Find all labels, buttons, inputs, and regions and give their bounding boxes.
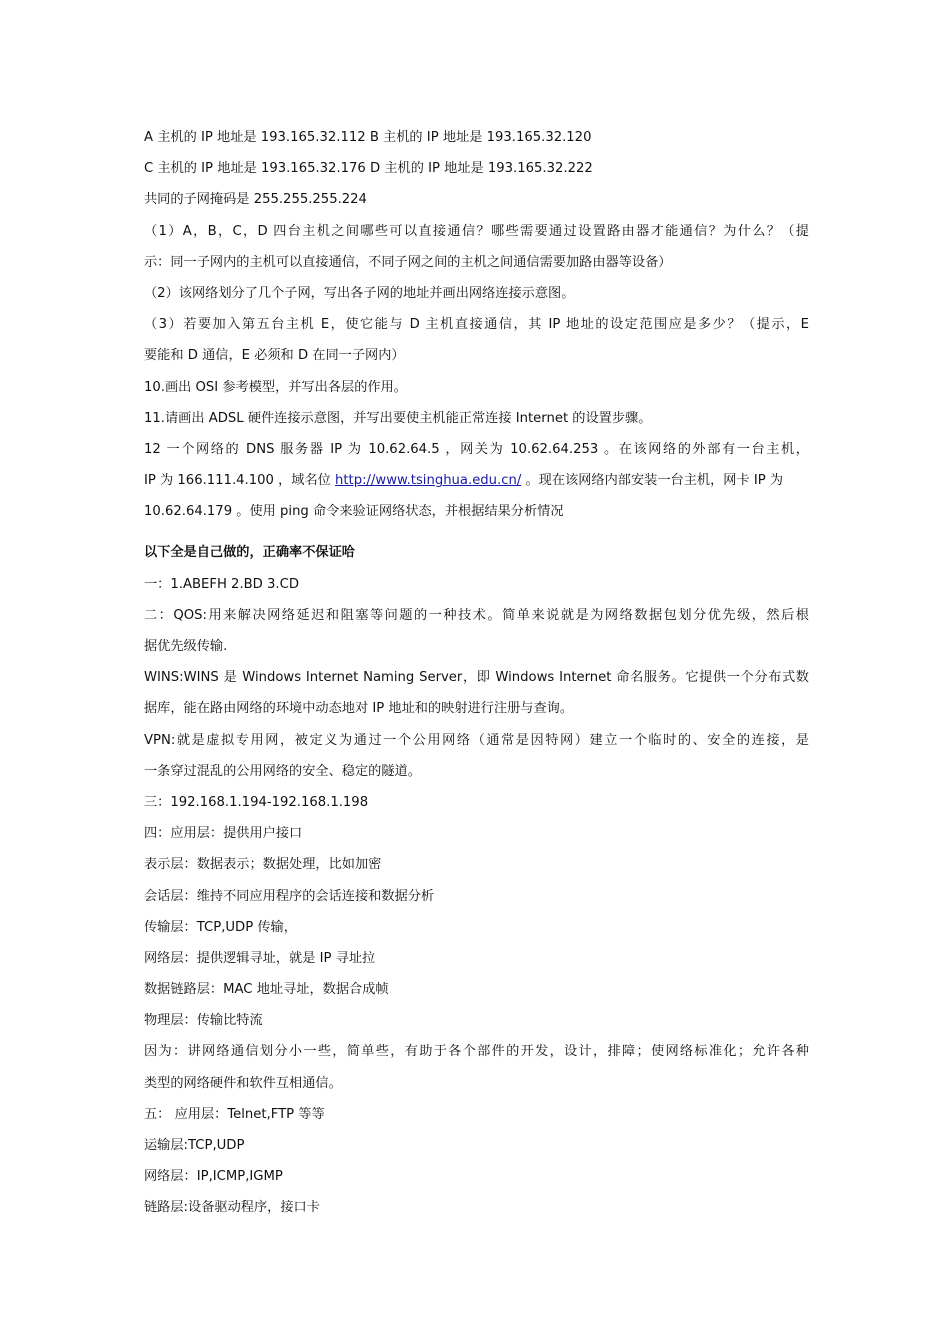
answer-4-reason-line-1: 因为：讲网络通信划分小一些，简单些，有助于各个部件的开发，设计，排障；使网络标准化；允许各种	[144, 1044, 809, 1060]
answer-4-physical-layer: 物理层：传输比特流	[144, 1013, 263, 1029]
question-3-line-2: 要能和 D 通信，E 必须和 D 在同一子网内）	[144, 348, 405, 364]
question-12-line-1: 12 一个网络的 DNS 服务器 IP 为 10.62.64.5 ，网关为 10.62.64.253 。在该网络的外部有一台主机，	[144, 441, 809, 457]
section-gap	[144, 527, 809, 537]
question-3-line-1: （3）若要加入第五台主机 E，使它能与 D 主机直接通信，其 IP 地址的设定范围应是多少？（提示，E	[144, 317, 809, 333]
document-page	[144, 122, 809, 1224]
question-1-line-2: 示：同一子网内的主机可以直接通信，不同子网之间的主机之间通信需要加路由器等设备）	[144, 254, 672, 270]
answer-2-qos-line-2: 据优先级传输.	[144, 639, 228, 654]
question-11: 11.请画出 ADSL 硬件连接示意图，并写出要使主机能正常连接 Internet 的设置步骤。	[144, 410, 652, 426]
answer-5-application-layer: 五： 应用层：Telnet,FTP 等等	[144, 1106, 325, 1122]
answer-5-network-layer: 网络层：IP,ICMP,IGMP	[144, 1169, 283, 1185]
answer-2-qos-line-1: 二：QOS:用来解决网络延迟和阻塞等问题的一种技术。简单来说就是为网络数据包划分优先级，然后根	[144, 607, 809, 623]
answer-4-reason-line-2: 类型的网络硬件和软件互相通信。	[144, 1075, 342, 1091]
tsinghua-link[interactable]: http://www.tsinghua.edu.cn/	[335, 473, 522, 489]
question-1-line-1: （1）A，B，C，D 四台主机之间哪些可以直接通信？哪些需要通过设置路由器才能通信？为什么？（提	[144, 223, 809, 239]
question-12-line-2	[144, 465, 809, 496]
answer-5-transport-layer: 运输层:TCP,UDP	[144, 1138, 245, 1153]
answer-5-link-layer: 链路层:设备驱动程序，接口卡	[144, 1200, 320, 1216]
answer-2-wins-line-1: WINS:WINS 是 Windows Internet Naming Server，即 Windows Internet 命名服务。它提供一个分布式数	[144, 670, 809, 686]
answer-4-network-layer: 网络层：提供逻辑寻址，就是 IP 寻址拉	[144, 950, 376, 966]
subnet-mask-line: 共同的子网掩码是 255.255.255.224	[144, 192, 367, 208]
question-12-line-2-prefix: IP 为 166.111.4.100 ，域名位	[144, 473, 336, 489]
answer-1: 一：1.ABEFH 2.BD 3.CD	[144, 576, 299, 592]
answer-3: 三：192.168.1.194-192.168.1.198	[144, 794, 369, 810]
answer-4-application-layer: 四：应用层：提供用户接口	[144, 826, 303, 842]
host-cd-line: C 主机的 IP 地址是 193.165.32.176 D 主机的 IP 地址是 193.165.32.222	[144, 161, 593, 177]
question-12-line-2-suffix: 。现在该网络内部安装一台主机，网卡 IP 为	[521, 473, 784, 489]
host-ab-line: A 主机的 IP 地址是 193.165.32.112 B 主机的 IP 地址是 193.165.32.120	[144, 130, 592, 145]
question-10: 10.画出 OSI 参考模型，并写出各层的作用。	[144, 379, 407, 395]
answer-2-wins-line-2: 据库，能在路由网络的环境中动态地对 IP 地址和的映射进行注册与查询。	[144, 701, 574, 717]
answer-2-vpn-line-2: 一条穿过混乱的公用网络的安全、稳定的隧道。	[144, 763, 421, 779]
answer-4-transport-layer: 传输层：TCP,UDP 传输，	[144, 919, 297, 935]
answers-heading: 以下全是自己做的，正确率不保证哈	[144, 545, 355, 561]
answer-4-presentation-layer: 表示层：数据表示；数据处理，比如加密	[144, 857, 382, 873]
answer-2-vpn-line-1: VPN:就是虚拟专用网，被定义为通过一个公用网络（通常是因特网）建立一个临时的、安全的连接，是	[144, 732, 809, 748]
question-12-line-3: 10.62.64.179 。使用 ping 命令来验证网络状态，并根据结果分析情况	[144, 504, 564, 520]
answer-4-session-layer: 会话层：维持不同应用程序的会话连接和数据分析	[144, 888, 435, 904]
answer-4-data-link-layer: 数据链路层：MAC 地址寻址，数据合成帧	[144, 982, 389, 998]
question-2: （2）该网络划分了几个子网，写出各子网的地址并画出网络连接示意图。	[144, 285, 575, 301]
